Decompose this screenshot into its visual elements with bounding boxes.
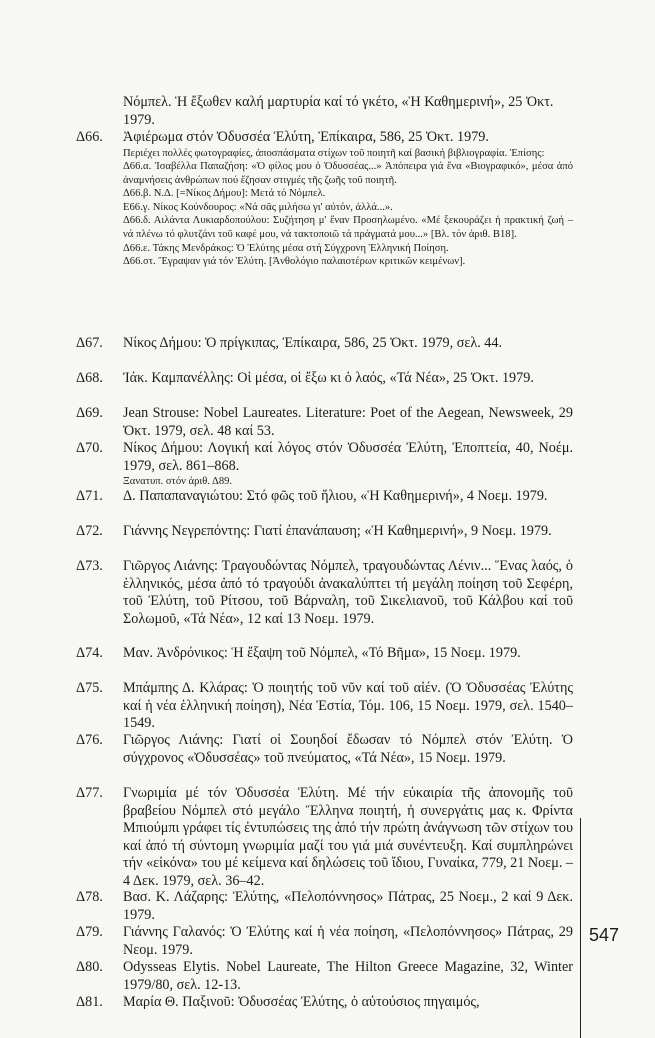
entry-number: Δ78. <box>76 889 103 905</box>
entry-detail: Ξανατυπ. στόν ἀριθ. Δ89. <box>123 476 233 487</box>
bibliography-entry <box>76 440 573 489</box>
bibliography-entry <box>76 370 573 388</box>
bibliography-entry <box>76 523 573 541</box>
bibliography-entry <box>76 889 573 924</box>
entry-text: Γιάννης Νεγρεπόντης: Γιατί ἐπανάπαυση; «Ἡ Καθημερινή», 9 Νοεμ. 1979. <box>123 523 552 539</box>
entry-number: Δ70. <box>76 440 103 456</box>
bibliography-entry <box>76 129 573 269</box>
entry-number: Δ81. <box>76 994 103 1010</box>
entry-text: Νίκος Δήμου: Λογική καί λόγος στόν Ὀδυσσέα Ἐλύτη, Ἐποπτεία, 40, Νοέμ. 1979, σελ. 861–868. <box>123 440 573 474</box>
entry-text: Ἰάκ. Καμπανέλλης: Οἱ μέσα, οἱ ἔξω κι ὁ λαός, «Τά Νέα», 25 Ὀκτ. 1979. <box>123 370 534 386</box>
entry-number: Δ76. <box>76 732 103 748</box>
page-number: 547 <box>589 925 620 945</box>
entry-text: Δ. Παπαπαναγιώτου: Στό φῶς τοῦ ἥλιου, «Ἡ Καθημερινή», 4 Νοεμ. 1979. <box>123 488 548 504</box>
bibliography-entry <box>76 959 573 994</box>
entry-number: Δ71. <box>76 488 103 504</box>
entry-detail: Δ66.β. Ν.Δ. [=Νίκος Δήμου]: Μετά τό Νόμπελ. <box>123 188 326 200</box>
bibliography-entry <box>76 645 573 663</box>
entry-text: Μπάμπης Δ. Κλάρας: Ὁ ποιητής τοῦ νῦν καί τοῦ αἰέν. (Ὁ Ὀδυσσέας Ἐλύτης καί ἡ νέα ἑλληνική ποίηση), Νέα Ἑστία, Τόμ. 106, 15 Νοεμ. 1979, σελ. 1540–1549. <box>123 680 573 731</box>
entry-text: Ἀφιέρωμα στόν Ὀδυσσέα Ἐλύτη, Ἐπίκαιρα, 586, 25 Ὀκτ. 1979. <box>123 129 489 145</box>
entry-number: Δ69. <box>76 405 103 421</box>
entry-number: Δ75. <box>76 680 103 696</box>
entry-text: Γνωριμία μέ τόν Ὀδυσσέα Ἐλύτη. Μέ τήν εὐκαιρία τῆς ἀπονομῆς τοῦ βραβείου Νόμπελ στό μεγάλο Ἕλληνα ποιητή, ἡ συνεργάτις μας κ. Φρίντα Μπιούμπι γράφει τίς ἐντυπώσεις της ἀπό τήν πρώτη ἀνάγνωση τῶν στίχων του καί ἀπό τή σύντομη γνωριμία μαζί του γιά μιά συνέντευξη. Καί συμπληρώνει τήν «εἰκόνα» του μέ κείμενα καί δηλώσεις τοῦ ἴδιου, Γυναίκα, 779, 21 Νοεμ. – 4 Δεκ. 1979, σελ. 36–42. <box>123 785 574 889</box>
entry-number: Δ68. <box>76 370 103 386</box>
entry-text: Odysseas Elytis. Nobel Laureate, The Hilton Greece Magazine, 32, Winter 1979/80, σελ. 12-13. <box>123 959 573 993</box>
bibliography-entry <box>76 994 573 1012</box>
entry-text: Βασ. Κ. Λάζαρης: Ἐλύτης, «Πελοπόννησος» Πάτρας, 25 Νοεμ., 2 καί 9 Δεκ. 1979. <box>123 889 573 923</box>
entry-detail: Ε66.γ. Νίκος Κούνδουρος: «Νά σᾶς μιλήσω γι' αὐτόν, ἀλλά...». <box>123 201 393 213</box>
entry-detail: Δ66.δ. Αιλάντα Λυκιαρδοπούλου: Συζήτηση μ' ἕναν Προσηλωμένο. «Μέ ξεκουράζει ἡ πρακτική ζωή – νά πλένω τό φλυτζάνι τοῦ καφέ μου, νά τακτοποιῶ τά πράγματά μου...» [Βλ. τόν ἀριθ. Β18]. <box>123 215 573 241</box>
entry-number: Δ80. <box>76 959 103 975</box>
entry-number: Δ72. <box>76 523 103 539</box>
bibliography-entry <box>76 924 573 959</box>
bibliography-entry <box>76 488 573 506</box>
entry-number: Δ79. <box>76 924 103 940</box>
bibliography-entry <box>76 335 573 353</box>
entry-number: Δ73. <box>76 558 103 574</box>
entry-number: Δ66. <box>76 129 103 145</box>
entry-detail: Δ66.στ. Ἔγραψαν γιά τόν Ἐλύτη. [Ἀνθολόγιο παλαιοτέρων κριτικῶν κειμένων]. <box>123 256 466 268</box>
margin-rule <box>580 818 581 1038</box>
entry-text: Γιῶργος Λιάνης: Γιατί οἱ Σουηδοί ἔδωσαν τό Νόμπελ στόν Ἐλύτη. Ὁ σύγχρονος «Ὀδυσσέας» τοῦ πνεύματος, «Τά Νέα», 15 Νοεμ. 1979. <box>123 732 573 766</box>
bibliography-entry <box>76 558 573 628</box>
bibliography-entry <box>76 405 573 440</box>
entry-detail: Περιέχει πολλές φωτογραφίες, ἀποσπάσματα στίχων τοῦ ποιητῆ καί βασική βιβλιογραφία. Ἐπίσης: <box>123 147 545 159</box>
entry-text: Γιῶργος Λιάνης: Τραγουδώντας Νόμπελ, τραγουδώντας Λένιν... Ἕνας λαός, ὁ ἑλληνικός, μέσα ἀπό τό τραγούδι ἀνακαλύπτει τή μεγάλη ποίηση τοῦ Σεφέρη, τοῦ Ἐλύτη, τοῦ Ρίτσου, τοῦ Βάρναλη, τοῦ Σικελιανοῦ, τοῦ Κάλβου καί τοῦ Σολωμοῦ, «Τά Νέα», 12 καί 13 Νοεμ. 1979. <box>123 558 573 627</box>
entry-text: Jean Strouse: Nobel Laureates. Literature: Poet of the Aegean, Newsweek, 29 Ὀκτ. 1979, σελ. 48 καί 53. <box>123 405 573 439</box>
entry-text: Μαν. Ἀνδρόνικος: Ἡ ἔξαψη τοῦ Νόμπελ, «Τό Βῆμα», 15 Νοεμ. 1979. <box>123 645 521 661</box>
entry-detail: Δ66.α. Ἰσαβέλλα Παπαζήση: «Ὁ φίλος μου ὁ Ὀδυσσέας...» Ἀπόπειρα γιά ἕνα «Βιογραφικό», μέσα ἀπό ἀναμνήσεις ἀνθρώπων πού ἔζησαν στιγμές τῆς ζωῆς τοῦ ποιητῆ. <box>123 161 573 186</box>
entry-number: Δ67. <box>76 335 103 351</box>
continuation-text: Νόμπελ. Ἡ ἔξωθεν καλή μαρτυρία καί τό γκέτο, «Ἡ Καθημερινή», 25 Ὀκτ. 1979. <box>123 94 554 128</box>
bibliography-entry <box>76 680 573 733</box>
entry-number: Δ77. <box>76 785 103 801</box>
entry-text: Νίκος Δήμου: Ὁ πρίγκιπας, Ἐπίκαιρα, 586, 25 Ὀκτ. 1979, σελ. 44. <box>123 335 503 351</box>
entry-text: Μαρία Θ. Παξινοῦ: Ὀδυσσέας Ἐλύτης, ὁ αὐτούσιος πηγαιμός, <box>123 994 480 1010</box>
entry-detail: Δ66.ε. Τάκης Μενδράκος: Ὁ Ἐλύτης μέσα στή Σύγχρονη Ἑλληνική Ποίηση. <box>123 242 449 254</box>
entry-number: Δ74. <box>76 645 103 661</box>
bibliography-entry <box>76 785 573 890</box>
entry-text: Γιάννης Γαλανός: Ὁ Ἐλύτης καί ἡ νέα ποίηση, «Πελοπόννησος» Πάτρας, 29 Νεομ. 1979. <box>123 924 573 958</box>
bibliography-entry <box>76 732 573 767</box>
